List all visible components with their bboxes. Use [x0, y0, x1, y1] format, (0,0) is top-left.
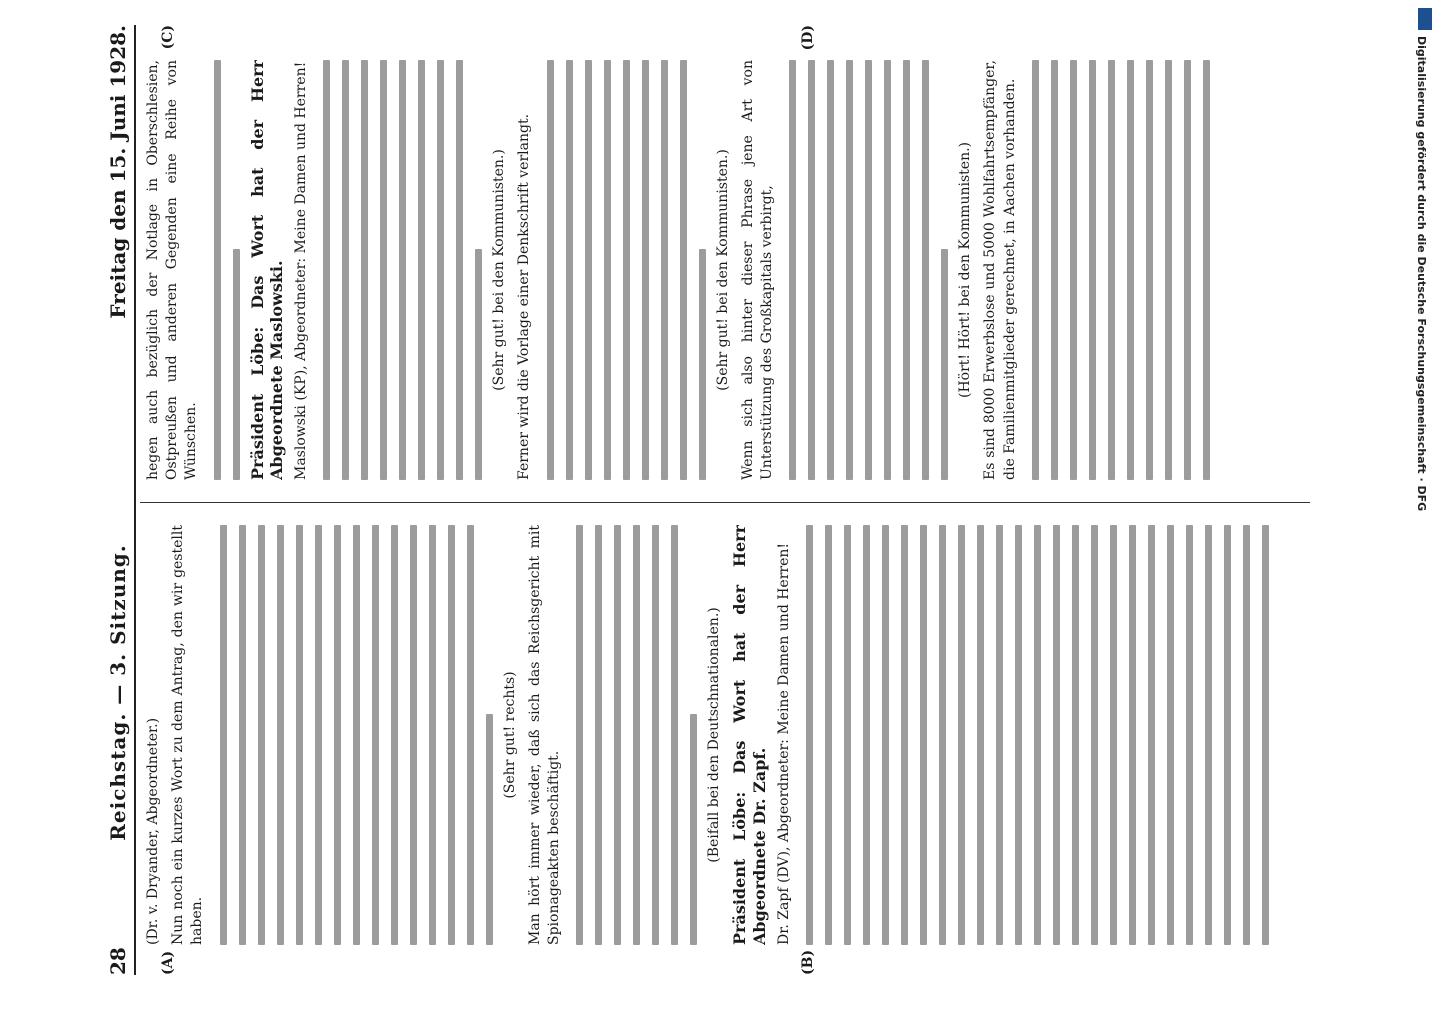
document-page [100, 25, 1310, 975]
interjection: (Hört! Hört! bei den Kommunisten.) [957, 142, 974, 399]
illegible-text-block [576, 525, 697, 945]
illegible-text-block [806, 525, 1269, 945]
president-announcement: Präsident Löbe: Das Wort hat der Herr Abgeordnete Maslowski. [247, 60, 286, 480]
interjection: (Sehr gut! bei den Kommunisten.) [491, 149, 508, 391]
interjection: (Beifall bei den Deutschnationalen.) [706, 607, 723, 863]
illegible-text-block [789, 60, 948, 480]
margin-mark-a: (A) [160, 950, 176, 975]
paragraph: Es sind 8000 Erwerbslose und 5000 Wohlfahrtsempfänger, die Familienmitglieder gerechnet, in Aachen vorhanden. [982, 60, 1018, 480]
paragraph: Dr. Zapf (DV), Abgeordneter: Meine Damen und Herren! [775, 542, 792, 945]
paragraph: Ferner wird die Vorlage einer Denkschrift verlangt. [516, 113, 533, 480]
right-column [144, 60, 1310, 480]
column-divider [140, 502, 1310, 503]
illegible-text-block [214, 60, 240, 480]
illegible-text-block [547, 60, 706, 480]
interjection: (Sehr gut! rechts) [501, 671, 518, 799]
page-number: 28 [106, 947, 130, 975]
page-header [100, 25, 136, 975]
margin-mark-b: (B) [800, 949, 816, 975]
paragraph: Nun noch ein kurzes Wort zu dem Antrag, den wir gestellt haben. [170, 525, 206, 945]
paragraph: Wenn sich also hinter dieser Phrase jene Art von Unterstützung des Großkapitals verbirgt, [739, 60, 776, 480]
digitization-note [1414, 36, 1432, 1016]
page-date: Freitag den 15. Juni 1928. [106, 25, 130, 319]
interjection: (Sehr gut! bei den Kommunisten.) [714, 149, 731, 391]
digitization-note-text: Digitalisierung gefördert durch die Deutsche Forschungsgemeinschaft · DFG [1415, 36, 1428, 512]
illegible-text-block [1032, 60, 1210, 480]
illegible-text-block [220, 525, 493, 945]
paragraph: Man hört immer wieder, daß sich das Reichsgericht mit Spionageakten beschäftigt. [526, 525, 563, 945]
margin-mark-c: (C) [160, 25, 176, 50]
dfg-logo [1418, 8, 1432, 30]
illegible-text-block [323, 60, 482, 480]
president-announcement: Präsident Löbe: Das Wort hat der Herr Abgeordnete Dr. Zapf. [730, 525, 769, 945]
page-title: Reichstag. — 3. Sitzung. [106, 544, 130, 841]
paragraph: Maslowski (KP), Abgeordneter: Meine Damen und Herren! [293, 61, 310, 480]
paragraph: hegen auch bezüglich der Notlage in Oberschlesien, Ostpreußen und anderen Gegenden eine Reihe von Wünschen. [145, 60, 200, 480]
margin-mark-d: (D) [800, 25, 816, 51]
speaker-intro: (Dr. v. Dryander, Abgeordneter.) [145, 717, 161, 945]
left-column [144, 525, 1310, 945]
